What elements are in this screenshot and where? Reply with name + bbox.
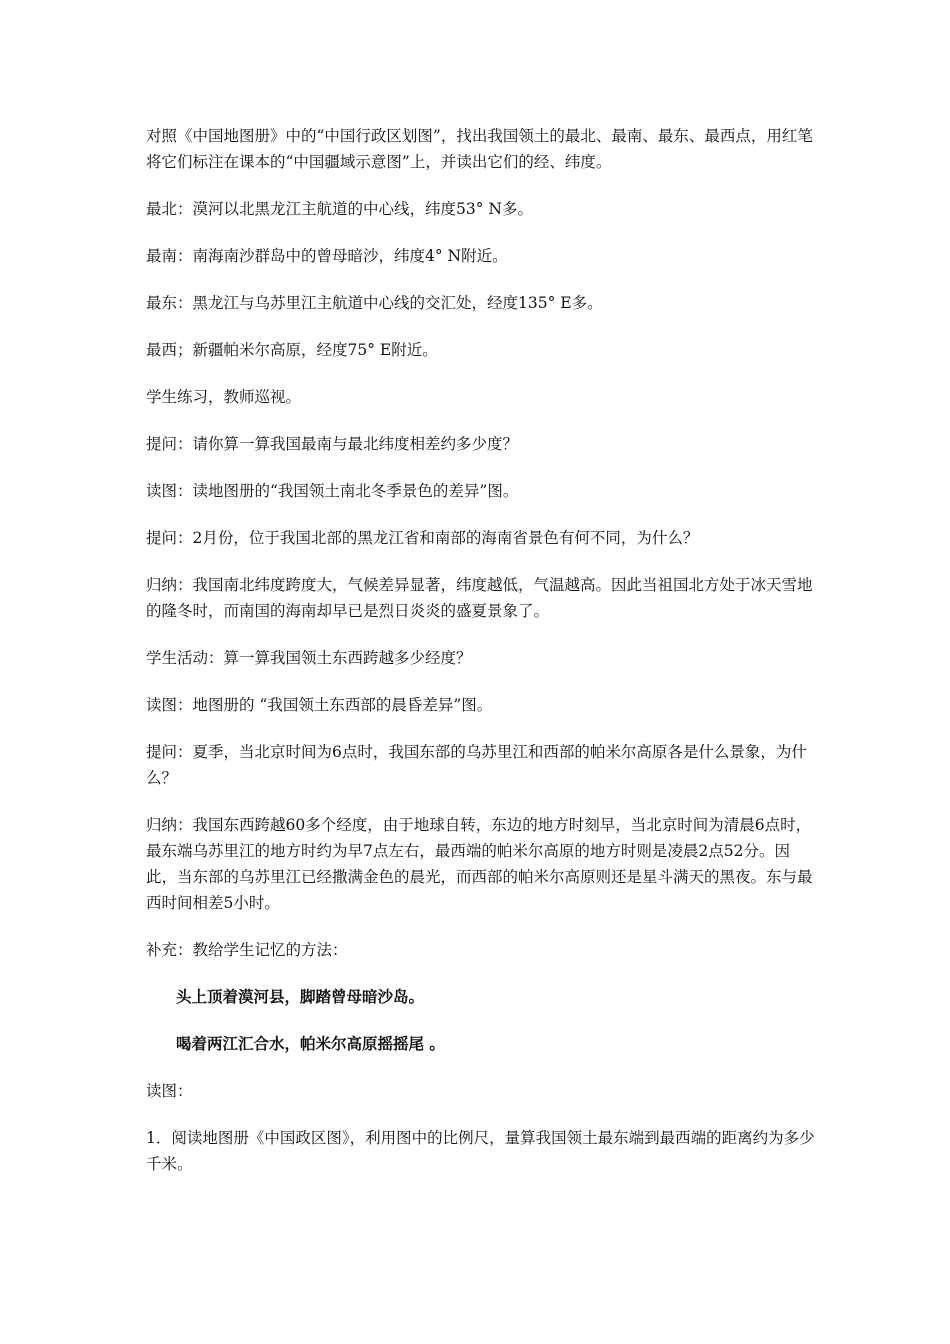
question-february: 提问：2月份，位于我国北部的黑龙江省和南部的海南省景色有何不同，为什么？ <box>146 529 699 547</box>
intro-paragraph: 对照《中国地图册》中的“中国行政区划图”，找出我国领土的最北、最南、最东、最西点，用红笔将它们标注在课本的“中国疆域示意图”上，并读出它们的经、纬度。 <box>146 127 813 171</box>
summary-east-west: 归纳：我国东西跨越60多个经度，由于地球自转，东边的地方时刻早，当北京时间为清晨6点时，最东端乌苏里江的地方时约为早7点左右，最西端的帕米尔高原的地方时则是凌晨2点52分。因此，当东部的乌苏里江已经撒满金色的晨光，而西部的帕米尔高原则还是星斗满天的黑夜。东与最西时间相差5小时。 <box>146 816 813 912</box>
summary-north-south: 归纳：我国南北纬度跨度大，气候差异显著，纬度越低，气温越高。因此当祖国北方处于冰天雪地的隆冬时，而南国的海南却早已是烈日炎炎的盛夏景象了。 <box>146 576 813 620</box>
supplement: 补充：教给学生记忆的方法： <box>146 941 348 959</box>
read-map-winter: 读图：读地图册的“我国领土南北冬季景色的差异”图。 <box>146 482 519 500</box>
student-practice: 学生练习，教师巡视。 <box>146 388 302 406</box>
easternmost-point: 最东：黑龙江与乌苏里江主航道中心线的交汇处，经度135° E多。 <box>146 294 603 312</box>
southernmost-point: 最南：南海南沙群岛中的曾母暗沙，纬度4° N附近。 <box>146 247 508 265</box>
question-summer: 提问：夏季，当北京时间为6点时，我国东部的乌苏里江和西部的帕米尔高原各是什么景象，为什么？ <box>146 743 807 787</box>
mnemonic-line-2: 喝着两江汇合水，帕米尔高原摇摇尾 。 <box>176 1034 445 1053</box>
northernmost-point: 最北：漠河以北黑龙江主航道的中心线，纬度53° N多。 <box>146 200 533 218</box>
student-activity: 学生活动：算一算我国领土东西跨越多少经度？ <box>146 649 472 667</box>
read-map-dawn-dusk: 读图：地图册的 “我国领土东西部的晨昏差异”图。 <box>146 696 493 714</box>
exercise-1: 1．阅读地图册《中国政区图》，利用图中的比例尺，量算我国领土最东端到最西端的距离约为多少千米。 <box>146 1129 815 1173</box>
westernmost-point: 最西；新疆帕米尔高原，经度75° E附近。 <box>146 341 438 359</box>
question-latitude: 提问：请你算一算我国最南与最北纬度相差约多少度？ <box>146 435 519 453</box>
mnemonic-line-1: 头上顶着漠河县，脚踏曾母暗沙岛。 <box>176 987 425 1006</box>
document-body <box>146 123 816 1198</box>
read-map-heading: 读图： <box>146 1082 193 1100</box>
